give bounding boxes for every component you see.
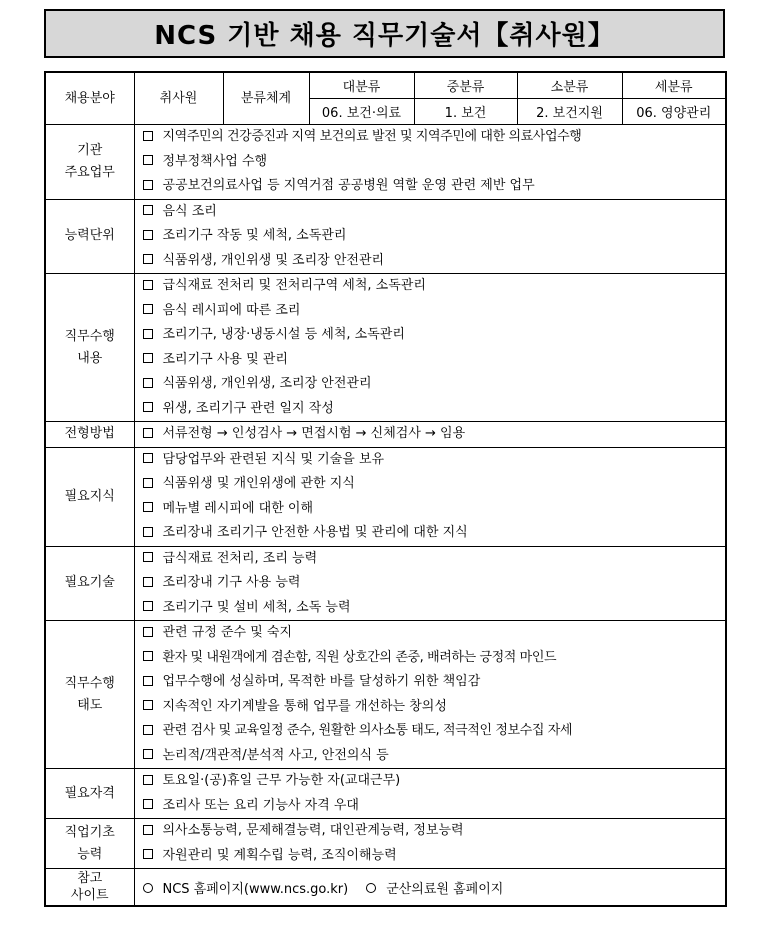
list-item — [143, 372, 726, 397]
required-qualifications-row — [45, 769, 726, 819]
checkbox-square-icon — [143, 775, 153, 785]
list-item-text: 관련 규정 준수 및 숙지 — [162, 625, 293, 640]
list-item — [143, 695, 726, 720]
checkbox-square-icon — [143, 651, 153, 661]
basic-vocational-skills-label — [45, 819, 134, 869]
checkbox-square-icon — [143, 353, 153, 363]
list-item — [143, 744, 726, 769]
classification-label: 분류체계 — [223, 72, 309, 125]
section-label-line: 직무수행 — [64, 675, 115, 691]
section-label-line: 참고 — [77, 871, 103, 886]
checkbox-square-icon — [143, 131, 153, 141]
job-attitude-label — [45, 621, 134, 769]
list-item-text: 서류전형 → 인성검사 → 면접시험 → 신체검사 → 임용 — [162, 426, 466, 441]
list-item-text: 식품위생 및 개인위생에 관한 지식 — [162, 476, 355, 491]
list-item — [143, 497, 726, 522]
list-item-text: 담당업무와 관련된 지식 및 기술을 보유 — [162, 451, 385, 467]
checkbox-square-icon — [143, 304, 153, 314]
basic-vocational-skills-items — [134, 819, 726, 869]
list-item — [143, 769, 726, 794]
list-item-text: 업무수행에 성실하며, 목적한 바를 달성하기 위한 책임감 — [162, 674, 481, 689]
checkbox-square-icon — [143, 627, 153, 637]
job-content-label — [45, 274, 134, 422]
section-label-line: 태도 — [77, 697, 103, 713]
reference-site-row — [45, 869, 726, 907]
agency-main-duties-label — [45, 125, 134, 200]
list-item — [143, 274, 726, 299]
reference-site-text: 군산의료원 홈페이지 — [386, 881, 504, 897]
reference-site-label — [45, 869, 134, 907]
list-item — [143, 794, 726, 819]
section-label-line: 직무수행 — [64, 328, 115, 344]
section-label-line: 직업기초 — [64, 824, 115, 840]
section-label-line: 내용 — [77, 350, 103, 366]
list-item-text: 급식재료 전처리 및 전처리구역 세척, 소독관리 — [162, 278, 426, 293]
circle-bullet-icon — [143, 883, 153, 893]
selection-method-label — [45, 422, 134, 448]
list-item-text: 메뉴별 레시피에 대한 이해 — [162, 500, 314, 516]
checkbox-square-icon — [143, 676, 153, 686]
checkbox-square-icon — [143, 453, 153, 463]
job-description-table — [44, 71, 727, 907]
section-label-line: 전형방법 — [64, 426, 115, 442]
checkbox-square-icon — [143, 825, 153, 835]
list-item-text: 의사소통능력, 문제해결능력, 대인관계능력, 정보능력 — [162, 823, 464, 838]
reference-site-link[interactable] — [143, 878, 349, 897]
list-item — [143, 150, 726, 175]
list-item — [143, 819, 726, 844]
list-item-text: 조리장내 기구 사용 능력 — [162, 575, 301, 590]
list-item-text: 지속적인 자기계발을 통해 업무를 개선하는 창의성 — [162, 698, 447, 714]
job-content-items — [134, 274, 726, 422]
checkbox-square-icon — [143, 849, 153, 859]
section-label-line: 기관 — [77, 142, 103, 158]
reference-site-items — [134, 869, 726, 907]
checkbox-square-icon — [143, 155, 153, 165]
competency-units-row — [45, 199, 726, 274]
required-knowledge-row — [45, 447, 726, 546]
minor-category-value: 2. 보건지원 — [517, 99, 622, 125]
section-label-line: 사이트 — [70, 888, 109, 903]
list-item-text: 조리사 또는 요리 기능사 자격 우대 — [162, 797, 359, 813]
selection-method-items — [134, 422, 726, 448]
checkbox-square-icon — [143, 749, 153, 759]
list-item — [143, 397, 726, 422]
checkbox-square-icon — [143, 329, 153, 339]
checkbox-square-icon — [143, 502, 153, 512]
required-qualifications-label — [45, 769, 134, 819]
section-label-line: 주요업무 — [64, 164, 115, 180]
list-item — [143, 571, 726, 596]
middle-category-header: 중분류 — [414, 72, 517, 99]
checkbox-square-icon — [143, 527, 153, 537]
selection-method-row — [45, 422, 726, 448]
agency-main-duties-items — [134, 125, 726, 200]
list-item — [143, 323, 726, 348]
major-category-header: 대분류 — [309, 72, 414, 99]
list-item-text: 위생, 조리기구 관련 일지 작성 — [162, 400, 334, 416]
checkbox-square-icon — [143, 700, 153, 710]
list-item-text: 음식 조리 — [162, 203, 217, 219]
checkbox-square-icon — [143, 725, 153, 735]
minor-category-header: 소분류 — [517, 72, 622, 99]
checkbox-square-icon — [143, 428, 153, 438]
list-item-text: 논리적/객관적/분석적 사고, 안전의식 등 — [162, 747, 389, 763]
required-knowledge-items — [134, 447, 726, 546]
list-item-text: 조리기구, 냉장·냉동시설 등 세척, 소독관리 — [162, 327, 405, 342]
list-item-text: 지역주민의 건강증진과 지역 보건의료 발전 및 지역주민에 대한 의료사업수행 — [162, 129, 582, 144]
checkbox-square-icon — [143, 254, 153, 264]
list-item — [143, 422, 726, 447]
list-item-text: 토요일·(공)휴일 근무 가능한 자(교대근무) — [162, 773, 401, 788]
basic-vocational-skills-row — [45, 819, 726, 869]
list-item — [143, 299, 726, 324]
list-item — [143, 844, 726, 869]
list-item-text: 공공보건의료사업 등 지역거점 공공병원 역할 운영 관련 제반 업무 — [162, 178, 535, 193]
list-item-text: 조리기구 및 설비 세척, 소독 능력 — [162, 599, 351, 615]
list-item-text: 환자 및 내원객에게 겸손함, 직원 상호간의 존중, 배려하는 긍정적 마인드 — [162, 649, 557, 665]
reference-site-text: NCS 홈페이지(www.ncs.go.kr) — [162, 881, 349, 897]
major-category-value: 06. 보건·의료 — [309, 99, 414, 125]
checkbox-square-icon — [143, 601, 153, 611]
job-attitude-items — [134, 621, 726, 769]
agency-main-duties-row — [45, 125, 726, 200]
page-title: NCS 기반 채용 직무기술서【취사원】 — [44, 9, 725, 58]
checkbox-square-icon — [143, 799, 153, 809]
list-item-text: 관련 검사 및 교육일정 준수, 원활한 의사소통 태도, 적극적인 정보수집 자세 — [162, 723, 573, 738]
required-skills-row — [45, 546, 726, 621]
list-item — [143, 719, 726, 744]
checkbox-square-icon — [143, 552, 153, 562]
competency-units-label — [45, 199, 134, 274]
list-item-text: 조리기구 작동 및 세척, 소독관리 — [162, 228, 347, 243]
checkbox-square-icon — [143, 402, 153, 412]
list-item — [143, 646, 726, 671]
middle-category-value: 1. 보건 — [414, 99, 517, 125]
required-skills-items — [134, 546, 726, 621]
list-item — [143, 621, 726, 646]
list-item — [143, 125, 726, 150]
required-qualifications-items — [134, 769, 726, 819]
detail-category-header: 세분류 — [622, 72, 726, 99]
list-item — [143, 200, 726, 225]
list-item-text: 급식재료 전처리, 조리 능력 — [162, 550, 318, 566]
checkbox-square-icon — [143, 478, 153, 488]
list-item — [143, 472, 726, 497]
section-label-line: 능력단위 — [64, 228, 115, 244]
list-item-text: 식품위생, 개인위생, 조리장 안전관리 — [162, 376, 372, 391]
list-item — [143, 174, 726, 199]
list-item — [143, 224, 726, 249]
list-item — [143, 547, 726, 572]
list-item — [143, 249, 726, 274]
checkbox-square-icon — [143, 280, 153, 290]
list-item-text: 자원관리 및 계획수립 능력, 조직이해능력 — [162, 847, 397, 863]
circle-bullet-icon — [366, 883, 376, 893]
list-item — [143, 348, 726, 373]
list-item-text: 조리장내 조리기구 안전한 사용법 및 관리에 대한 지식 — [162, 525, 468, 540]
competency-units-items — [134, 199, 726, 274]
list-item — [143, 670, 726, 695]
list-item-text: 식품위생, 개인위생 및 조리장 안전관리 — [162, 252, 385, 268]
required-knowledge-label — [45, 447, 134, 546]
field-label: 채용분야 — [45, 72, 134, 125]
reference-site-link[interactable] — [366, 878, 503, 897]
detail-category-value: 06. 영양관리 — [622, 99, 726, 125]
job-attitude-row — [45, 621, 726, 769]
section-label-line: 능력 — [77, 846, 103, 862]
checkbox-square-icon — [143, 180, 153, 190]
checkbox-square-icon — [143, 577, 153, 587]
checkbox-square-icon — [143, 230, 153, 240]
job-content-row — [45, 274, 726, 422]
section-label-line: 필요지식 — [64, 488, 115, 504]
list-item-text: 음식 레시피에 따른 조리 — [162, 302, 301, 318]
list-item — [143, 448, 726, 473]
list-item-text: 조리기구 사용 및 관리 — [162, 351, 288, 367]
section-label-line: 필요기술 — [64, 575, 115, 591]
checkbox-square-icon — [143, 205, 153, 215]
field-value: 취사원 — [134, 72, 223, 125]
list-item — [143, 521, 726, 546]
section-label-line: 필요자격 — [64, 785, 115, 801]
list-item-text: 정부정책사업 수행 — [162, 153, 268, 169]
required-skills-label — [45, 546, 134, 621]
list-item — [143, 596, 726, 621]
checkbox-square-icon — [143, 378, 153, 388]
